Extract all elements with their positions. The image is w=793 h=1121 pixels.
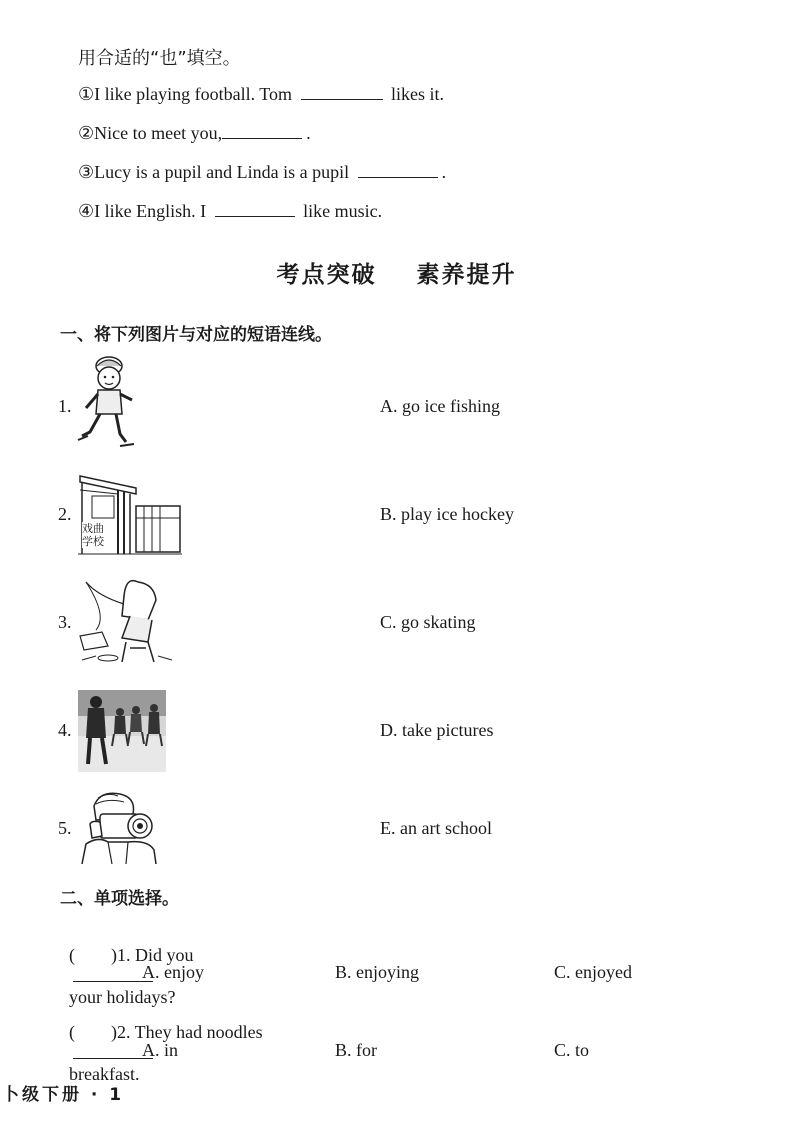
- answer-blank[interactable]: [358, 176, 438, 178]
- item-number: ④: [78, 201, 95, 221]
- skating-child-picture: [76, 356, 136, 452]
- part2-heading: 二、单项选择。: [60, 889, 179, 909]
- ice-hockey-photo: [78, 690, 166, 772]
- item-text: I like English. I: [94, 201, 207, 221]
- option-b: B. play ice hockey: [380, 504, 514, 524]
- section-title: 考点突破 素养提升: [276, 262, 517, 288]
- item-number: ③: [78, 162, 95, 182]
- item-number-1: 1.: [58, 396, 72, 416]
- intro-item-2: [78, 123, 311, 144]
- question-stem: your holidays?: [69, 987, 176, 1007]
- intro-instruction: 用合适的“也”填空。: [78, 48, 241, 69]
- item-number-2: 2.: [58, 504, 72, 524]
- answer-blank[interactable]: [222, 137, 302, 139]
- q1-option-a[interactable]: A. enjoy: [142, 962, 204, 982]
- item-text: .: [441, 162, 447, 182]
- taking-pictures-picture: [78, 792, 158, 866]
- intro-item-4: [78, 201, 382, 222]
- item-text: .: [306, 123, 311, 143]
- answer-paren[interactable]: ( ): [69, 945, 117, 965]
- intro-item-1: [78, 84, 444, 105]
- item-number-5: 5.: [58, 818, 72, 838]
- school-sign-line: 戏曲: [82, 522, 104, 535]
- q2-option-c[interactable]: C. to: [554, 1040, 590, 1060]
- answer-paren[interactable]: ( ): [69, 1022, 117, 1042]
- option-d: D. take pictures: [380, 720, 494, 740]
- option-c: C. go skating: [380, 612, 476, 632]
- intro-item-3: [78, 162, 446, 183]
- part1-heading: 一、将下列图片与对应的短语连线。: [60, 325, 332, 345]
- item-text: Nice to meet you,: [94, 123, 223, 143]
- item-number: ②: [78, 123, 95, 143]
- option-a: A. go ice fishing: [380, 396, 500, 416]
- item-text: I like playing football. Tom: [94, 84, 293, 104]
- question-stem: 1. Did you: [117, 945, 194, 965]
- school-sign-line: 学校: [82, 535, 104, 548]
- answer-blank[interactable]: [301, 98, 383, 100]
- q2-option-a[interactable]: A. in: [142, 1040, 178, 1060]
- answer-blank[interactable]: [73, 980, 153, 982]
- q1-option-b[interactable]: B. enjoying: [335, 962, 419, 982]
- item-number-3: 3.: [58, 612, 72, 632]
- item-text: Lucy is a pupil and Linda is a pupil: [94, 162, 350, 182]
- q2-option-b[interactable]: B. for: [335, 1040, 377, 1060]
- answer-blank[interactable]: [73, 1057, 153, 1059]
- item-number-4: 4.: [58, 720, 72, 740]
- answer-blank[interactable]: [215, 215, 295, 217]
- question-stem: breakfast.: [69, 1064, 140, 1084]
- item-text: like music.: [303, 201, 383, 221]
- ice-fishing-picture: [78, 576, 174, 668]
- item-number: ①: [78, 84, 95, 104]
- item-text: likes it.: [391, 84, 445, 104]
- option-e: E. an art school: [380, 818, 492, 838]
- question-stem: 2. They had noodles: [117, 1022, 263, 1042]
- page-footer: 卜级下册 · 1: [2, 1085, 125, 1105]
- school-sign: [82, 522, 104, 548]
- q1-option-c[interactable]: C. enjoyed: [554, 962, 632, 982]
